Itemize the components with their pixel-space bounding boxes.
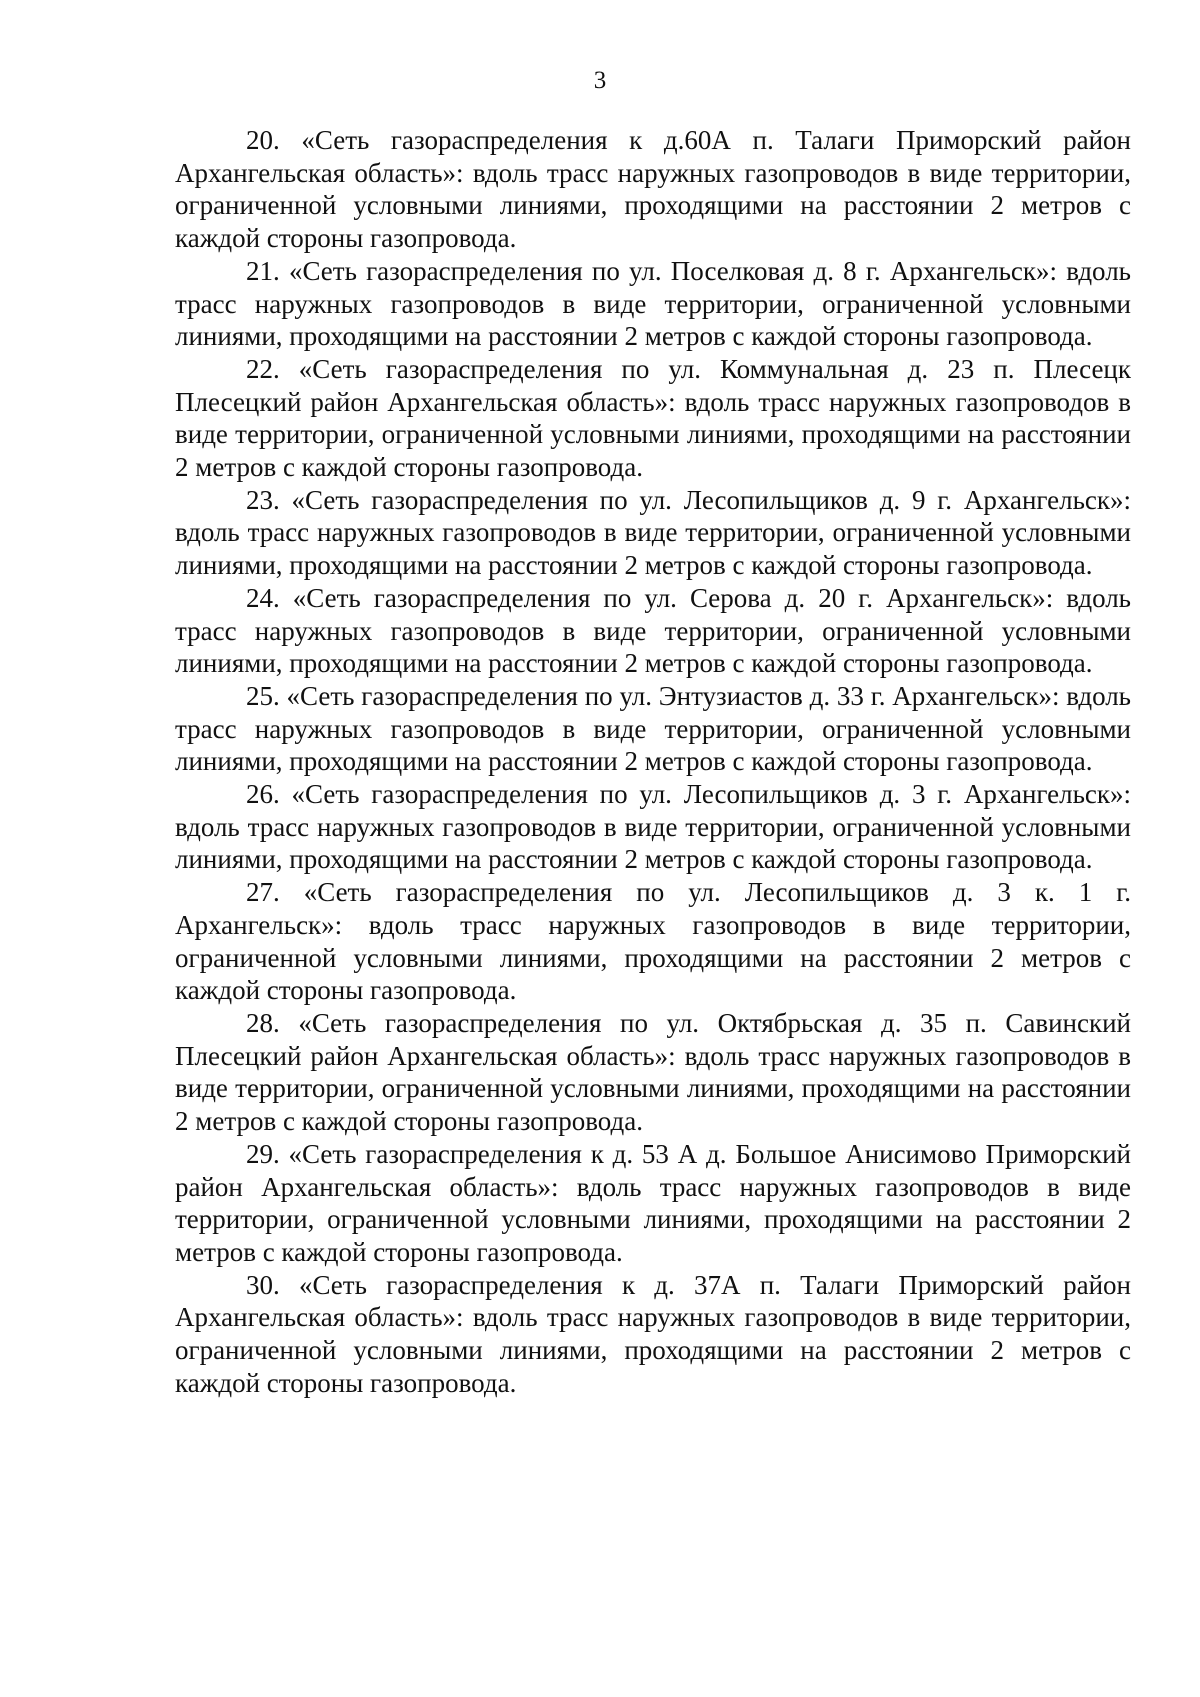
- list-item-24: 24. «Сеть газораспределения по ул. Серова д. 20 г. Архангельск»: вдоль трасс наружных газопроводов в виде территории, ограниченной условными линиями, проходящими на расстоянии 2 метров с каждой стороны газопровода.: [175, 582, 1131, 679]
- list-item-23: 23. «Сеть газораспределения по ул. Лесопильщиков д. 9 г. Архангельск»: вдоль трасс наружных газопроводов в виде территории, ограниченной условными линиями, проходящими на расстоянии 2 метров с каждой стороны газопровода.: [175, 484, 1131, 581]
- list-item-21: 21. «Сеть газораспределения по ул. Поселковая д. 8 г. Архангельск»: вдоль трасс наружных газопроводов в виде территории, ограниченной условными линиями, проходящими на расстоянии 2 метров с каждой стороны газопровода.: [175, 255, 1131, 352]
- list-item-28: 28. «Сеть газораспределения по ул. Октябрьская д. 35 п. Савинский Плесецкий район Архангельская область»: вдоль трасс наружных газопроводов в виде территории, ограниченной условными линиями, проходящими на расстоянии 2 метров с каждой стороны газопровода.: [175, 1007, 1131, 1137]
- page-number: 3: [593, 67, 607, 94]
- list-item-20: 20. «Сеть газораспределения к д.60А п. Талаги Приморский район Архангельская область»: вдоль трасс наружных газопроводов в виде территории, ограниченной условными линиями, проходящими на расстоянии 2 метров с каждой стороны газопровода.: [175, 125, 1131, 254]
- list-item-27: 27. «Сеть газораспределения по ул. Лесопильщиков д. 3 к. 1 г. Архангельск»: вдоль трасс наружных газопроводов в виде территории, ограниченной условными линиями, проходящими на расстоянии 2 метров с каждой стороны газопровода.: [175, 877, 1131, 1006]
- list-item-22: 22. «Сеть газораспределения по ул. Коммунальная д. 23 п. Плесецк Плесецкий район Архангельская область»: вдоль трасс наружных газопроводов в виде территории, ограниченной условными линиями, проходящими на расстоянии 2 метров с каждой стороны газопровода.: [175, 353, 1131, 483]
- list-item-30: 30. «Сеть газораспределения к д. 37А п. Талаги Приморский район Архангельская область»: вдоль трасс наружных газопроводов в виде территории, ограниченной условными линиями, проходящими на расстоянии 2 метров с каждой стороны газопровода.: [175, 1269, 1131, 1398]
- list-item-25: 25. «Сеть газораспределения по ул. Энтузиастов д. 33 г. Архангельск»: вдоль трасс наружных газопроводов в виде территории, ограниченной условными линиями, проходящими на расстоянии 2 метров с каждой стороны газопровода.: [175, 680, 1131, 777]
- list-item-26: 26. «Сеть газораспределения по ул. Лесопильщиков д. 3 г. Архангельск»: вдоль трасс наружных газопроводов в виде территории, ограниченной условными линиями, проходящими на расстоянии 2 метров с каждой стороны газопровода.: [175, 779, 1131, 875]
- list-item-29: 29. «Сеть газораспределения к д. 53 А д. Большое Анисимово Приморский район Архангельская область»: вдоль трасс наружных газопроводов в виде территории, ограниченной условными линиями, проходящими на расстоянии 2 метров с каждой стороны газопровода.: [175, 1138, 1131, 1267]
- document-body: [175, 124, 1131, 1399]
